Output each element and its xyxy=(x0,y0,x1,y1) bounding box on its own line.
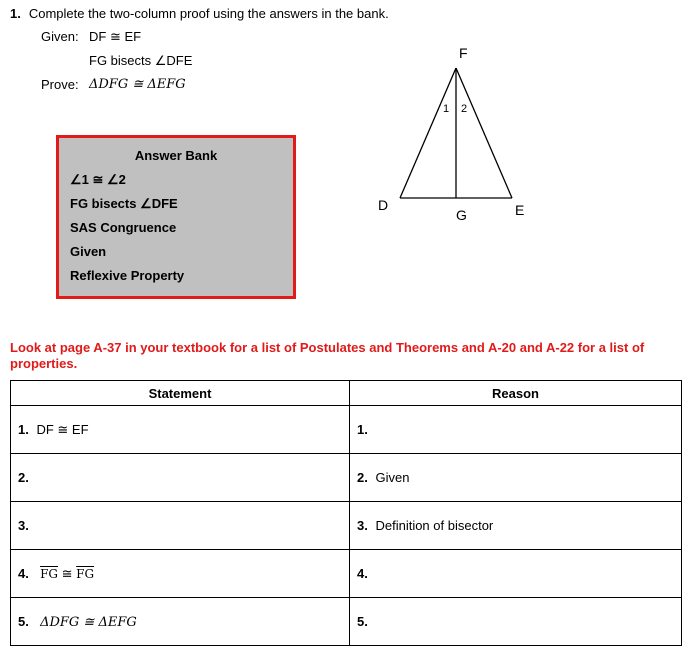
answer-bank-item[interactable]: Reflexive Property xyxy=(70,268,185,283)
reason-cell[interactable] xyxy=(350,454,682,502)
statement-cell[interactable] xyxy=(11,454,350,502)
table-row xyxy=(11,550,682,598)
statement-header: Statement xyxy=(11,381,350,406)
proof-table xyxy=(10,380,682,646)
reason-text: Given xyxy=(375,470,410,485)
angle-1-label: 1 xyxy=(443,103,450,115)
statement-cell[interactable] xyxy=(11,406,350,454)
segment-fg-text: $\overline{FG}$ xyxy=(76,566,95,581)
row-number: 4. xyxy=(18,565,29,581)
triangle-figure xyxy=(360,40,550,230)
row-number: 3. xyxy=(357,518,368,533)
question-number: 1. xyxy=(10,6,21,21)
congruent-symbol: ≅ xyxy=(61,565,73,581)
side-df xyxy=(400,68,456,198)
label-g: G xyxy=(456,207,467,223)
answer-bank-item[interactable]: SAS Congruence xyxy=(70,220,177,235)
table-header-row xyxy=(11,381,682,406)
reason-header: Reason xyxy=(350,381,682,406)
statement-cell[interactable] xyxy=(11,502,350,550)
reason-text: Definition of bisector xyxy=(375,518,494,533)
row-number: 2. xyxy=(357,470,368,485)
answer-bank-item[interactable]: ∠1 ≅ ∠2 xyxy=(70,172,126,187)
answer-bank-item[interactable]: Given xyxy=(70,244,107,259)
row-number: 1. xyxy=(18,421,29,437)
statement-cell[interactable] xyxy=(11,550,350,598)
reason-cell[interactable] xyxy=(350,502,682,550)
row-number: 2. xyxy=(18,470,29,485)
answer-bank-title: Answer Bank xyxy=(134,148,218,163)
table-row xyxy=(11,598,682,646)
row-number: 5. xyxy=(18,613,29,629)
row-number: 4. xyxy=(357,566,368,581)
prove-label: Prove: xyxy=(41,77,79,92)
textbook-note: Look at page A-37 in your textbook for a list of Postulates and Theorems and A-20 and A-22 for a list of properties. xyxy=(10,340,645,371)
answer-bank xyxy=(56,135,296,299)
given-statement-2: FG bisects ∠DFE xyxy=(89,53,193,68)
row-number: 1. xyxy=(357,422,368,437)
answer-bank-item[interactable]: FG bisects ∠DFE xyxy=(70,196,178,211)
row-number: 3. xyxy=(18,518,29,533)
angle-2-label: 2 xyxy=(461,103,468,115)
segment-fg-text: $\overline{FG}$ xyxy=(40,566,58,581)
table-row xyxy=(11,454,682,502)
reason-cell[interactable] xyxy=(350,406,682,454)
side-ef xyxy=(456,68,512,198)
statement-cell[interactable] xyxy=(11,598,350,646)
reason-cell[interactable] xyxy=(350,550,682,598)
given-statement-1: DF ≅ EF xyxy=(89,29,142,44)
prove-statement: ΔDFG ≅ ΔEFG xyxy=(89,77,186,92)
label-f: F xyxy=(459,45,468,61)
statement-text: DF ≅ EF xyxy=(36,421,89,437)
question-line xyxy=(10,6,389,21)
reason-cell[interactable] xyxy=(350,598,682,646)
row-number: 5. xyxy=(357,614,368,629)
label-d: D xyxy=(378,197,389,213)
given-label: Given: xyxy=(41,29,79,44)
statement-text: ΔDFG ≅ ΔEFG xyxy=(40,614,137,630)
table-row xyxy=(11,406,682,454)
label-e: E xyxy=(515,202,525,218)
table-row xyxy=(11,502,682,550)
question-text: Complete the two-column proof using the answers in the bank. xyxy=(28,6,389,21)
